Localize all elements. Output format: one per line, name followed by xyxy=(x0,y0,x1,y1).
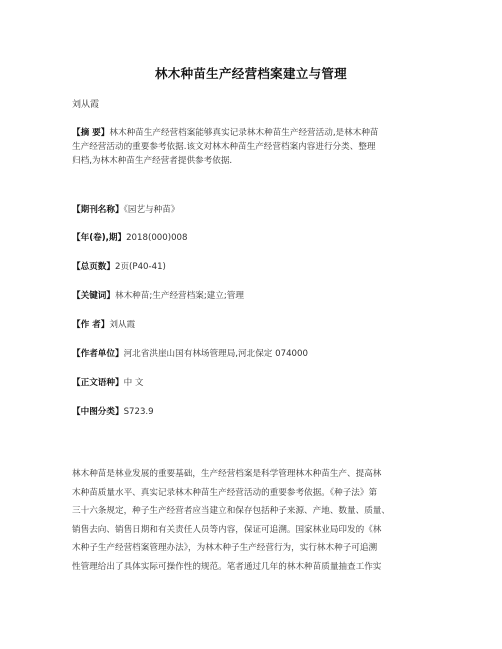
body-line: 三十六条规定，种子生产经营者应当建立和保存包括种子来源、产地、数量、质量、 xyxy=(72,506,390,516)
field-value: 河北省洪崖山国有林场管理局,河北保定 074000 xyxy=(123,349,308,359)
field-value: 刘从霞 xyxy=(109,320,136,330)
field-classification xyxy=(72,406,154,418)
body-line: 木种子生产经营档案管理办法》，为林木种子生产经营行为，实行林木种子可追溯 xyxy=(72,543,378,553)
abstract-text: 林木种苗生产经营档案能够真实记录林木种苗生产经营活动,是林木种苗 xyxy=(109,128,379,138)
abstract-line: 生产经营活动的重要参考依据.该文对林木种苗生产经营档案内容进行分类、整理 xyxy=(72,142,376,152)
body-line: 木种苗质量水平、真实记录林木种苗生产经营活动的重要参考依据。《种子法》第 xyxy=(72,487,378,498)
field-affiliation xyxy=(72,348,308,360)
field-label: 【期刊名称】 xyxy=(72,205,124,215)
field-keywords xyxy=(72,290,244,302)
body-line: 林木种苗是林业发展的重要基础，生产经营档案是科学管理林木种苗生产、提高林 xyxy=(72,469,382,479)
field-label: 【作者单位】 xyxy=(72,349,124,359)
body-line: 销售去向、销售日期和有关责任人员等内容，保证可追溯。国家林业局印发的《林 xyxy=(72,524,382,535)
abstract-line xyxy=(72,126,434,140)
body-line: 性管理给出了具体实际可操作性的规范。笔者通过几年的林木种苗质量抽查工作实 xyxy=(72,561,382,572)
field-value: 2018(000)008 xyxy=(126,233,188,243)
field-pages xyxy=(72,261,166,273)
field-volume-issue xyxy=(72,232,187,244)
paper-title: 林木种苗生产经营档案建立与管理 xyxy=(154,66,347,81)
field-value: 《园艺与种苗》 xyxy=(123,205,180,215)
field-value: 林木种苗;生产经营档案;建立;管理 xyxy=(114,291,244,301)
field-label: 【中图分类】 xyxy=(72,407,124,417)
field-value: 2页(P40-41) xyxy=(114,262,166,272)
field-label: 【总页数】 xyxy=(72,262,115,272)
field-label: 【作 者】 xyxy=(72,320,110,330)
author-name: 刘从霞 xyxy=(72,100,100,110)
abstract-block xyxy=(72,126,434,168)
abstract-line: 归档,为林木种苗生产经营者提供参考依据. xyxy=(72,156,233,166)
field-author xyxy=(72,319,135,331)
abstract-label: 【摘 要】 xyxy=(72,128,110,138)
field-label: 【关键词】 xyxy=(72,291,115,301)
field-value: 中 文 xyxy=(123,378,144,388)
field-label: 【正文语种】 xyxy=(72,378,124,388)
body-text xyxy=(72,465,434,576)
field-value: S723.9 xyxy=(123,407,154,417)
field-label: 【年(卷),期】 xyxy=(72,233,127,243)
field-journal xyxy=(72,204,179,216)
field-language xyxy=(72,377,144,389)
